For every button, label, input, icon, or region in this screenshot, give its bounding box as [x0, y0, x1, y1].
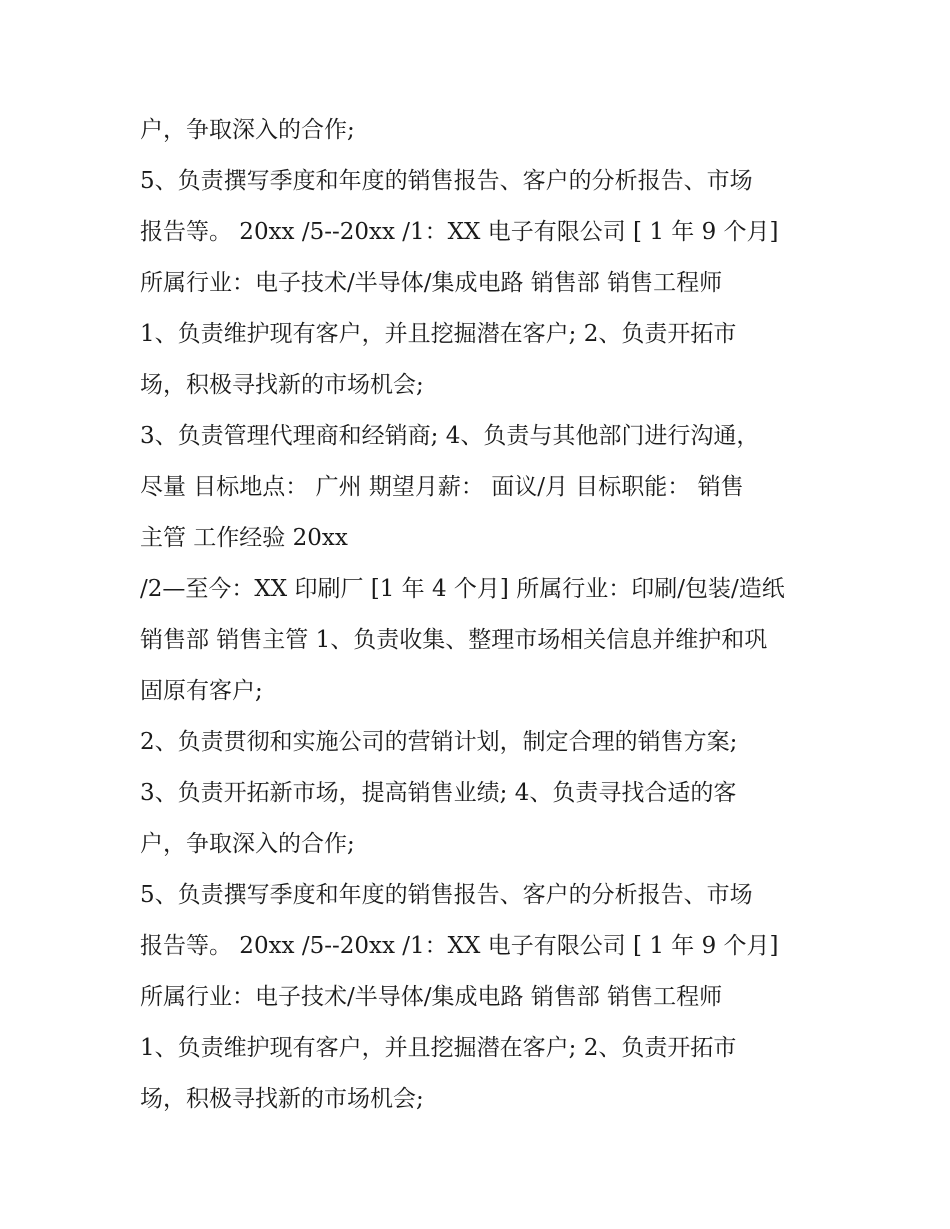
- text-line: 报告等。 20xx /5--20xx /1：XX 电子有限公司 [ 1 年 9 个月]: [140, 933, 779, 959]
- text-line: 5、负责撰写季度和年度的销售报告、客户的分析报告、市场: [140, 168, 753, 194]
- text-line: 所属行业：电子技术/半导体/集成电路 销售部 销售工程师: [140, 984, 723, 1010]
- text-line: 户，争取深入的合作;: [140, 831, 355, 857]
- text-line: 场，积极寻找新的市场机会;: [140, 372, 424, 398]
- text-line: 尽量 目标地点： 广州 期望月薪： 面议/月 目标职能： 销售: [140, 474, 744, 500]
- text-line: 报告等。 20xx /5--20xx /1：XX 电子有限公司 [ 1 年 9 个月]: [140, 219, 779, 245]
- document-body: [140, 105, 840, 1125]
- text-line: 5、负责撰写季度和年度的销售报告、客户的分析报告、市场: [140, 882, 753, 908]
- text-line: 固原有客户;: [140, 678, 263, 704]
- text-line: 2、负责贯彻和实施公司的营销计划，制定合理的销售方案;: [140, 729, 738, 755]
- text-line: 销售部 销售主管 1、负责收集、整理市场相关信息并维护和巩: [140, 627, 768, 653]
- text-line: 1、负责维护现有客户，并且挖掘潜在客户; 2、负责开拓市: [140, 1035, 737, 1061]
- text-line: /2—至今：XX 印刷厂 [1 年 4 个月] 所属行业：印刷/包装/造纸: [140, 576, 785, 602]
- text-line: 3、负责管理代理商和经销商; 4、负责与其他部门进行沟通，: [140, 423, 760, 449]
- text-line: 3、负责开拓新市场，提高销售业绩; 4、负责寻找合适的客: [140, 780, 737, 806]
- text-line: 场，积极寻找新的市场机会;: [140, 1086, 424, 1112]
- text-line: 户，争取深入的合作;: [140, 117, 355, 143]
- text-line: 所属行业：电子技术/半导体/集成电路 销售部 销售工程师: [140, 270, 723, 296]
- text-line: 主管 工作经验 20xx: [140, 525, 348, 551]
- text-line: 1、负责维护现有客户，并且挖掘潜在客户; 2、负责开拓市: [140, 321, 737, 347]
